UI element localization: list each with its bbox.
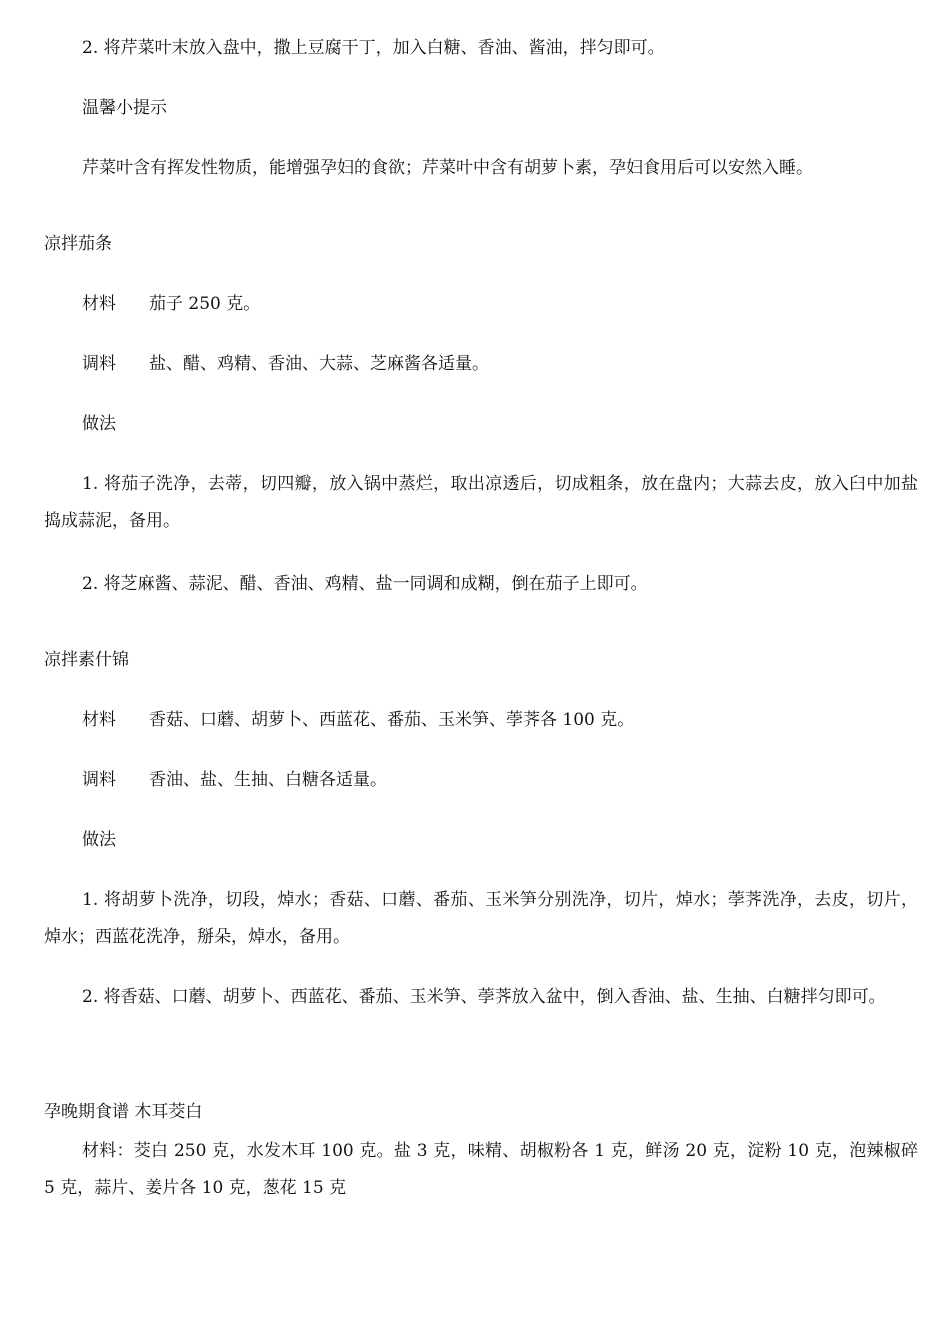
eggplant-step-1: 1. 将茄子洗净，去蒂，切四瓣，放入锅中蒸烂，取出凉透后，切成粗条，放在盘内；大蒜去皮，放入臼中加盐捣成蒜泥，备用。 bbox=[44, 474, 918, 531]
recipe-title-jiaobai: 孕晚期食谱 木耳茭白 bbox=[44, 1102, 203, 1122]
eggplant-materials-row bbox=[82, 293, 260, 315]
tip-text: 芹菜叶含有挥发性物质，能增强孕妇的食欲；芹菜叶中含有胡萝卜素，孕妇食用后可以安然入睡。 bbox=[82, 158, 813, 178]
tip-heading: 温馨小提示 bbox=[82, 98, 167, 118]
veggie-step-1: 1. 将胡萝卜洗净，切段，焯水；香菇、口蘑、番茄、玉米笋分别洗净，切片，焯水；荸荠洗净，去皮，切片，焯水；西蓝花洗净，掰朵，焯水，备用。 bbox=[44, 890, 918, 947]
jiaobai-materials: 材料：茭白 250 克，水发木耳 100 克。盐 3 克，味精、胡椒粉各 1 克，鲜汤 20 克，淀粉 10 克，泡辣椒碎 5 克，蒜片、姜片各 10 克，葱花 15 克 bbox=[44, 1141, 918, 1198]
recipe-title-eggplant: 凉拌茄条 bbox=[44, 234, 112, 254]
seasoning-text: 盐、醋、鸡精、香油、大蒜、芝麻酱各适量。 bbox=[149, 354, 489, 374]
veggie-materials-row bbox=[82, 709, 634, 731]
eggplant-method-label: 做法 bbox=[82, 414, 116, 434]
seasoning-label: 调料 bbox=[82, 354, 116, 374]
eggplant-seasoning-row bbox=[82, 353, 489, 375]
recipe-title-veggie: 凉拌素什锦 bbox=[44, 650, 129, 670]
veggie-seasoning-row bbox=[82, 769, 387, 791]
materials-label: 材料 bbox=[82, 294, 116, 314]
celery-step-2: 2. 将芹菜叶末放入盘中，撒上豆腐干丁，加入白糖、香油、酱油，拌匀即可。 bbox=[82, 38, 665, 58]
eggplant-step-2: 2. 将芝麻酱、蒜泥、醋、香油、鸡精、盐一同调和成糊，倒在茄子上即可。 bbox=[82, 574, 648, 594]
veggie-method-label: 做法 bbox=[82, 830, 116, 850]
materials-text: 茄子 250 克。 bbox=[149, 294, 261, 314]
materials-text: 香菇、口蘑、胡萝卜、西蓝花、番茄、玉米笋、荸荠各 100 克。 bbox=[149, 710, 635, 730]
materials-label: 材料 bbox=[82, 710, 116, 730]
seasoning-text: 香油、盐、生抽、白糖各适量。 bbox=[149, 770, 387, 790]
seasoning-label: 调料 bbox=[82, 770, 116, 790]
veggie-step-2: 2. 将香菇、口蘑、胡萝卜、西蓝花、番茄、玉米笋、荸荠放入盆中，倒入香油、盐、生抽、白糖拌匀即可。 bbox=[82, 987, 886, 1007]
